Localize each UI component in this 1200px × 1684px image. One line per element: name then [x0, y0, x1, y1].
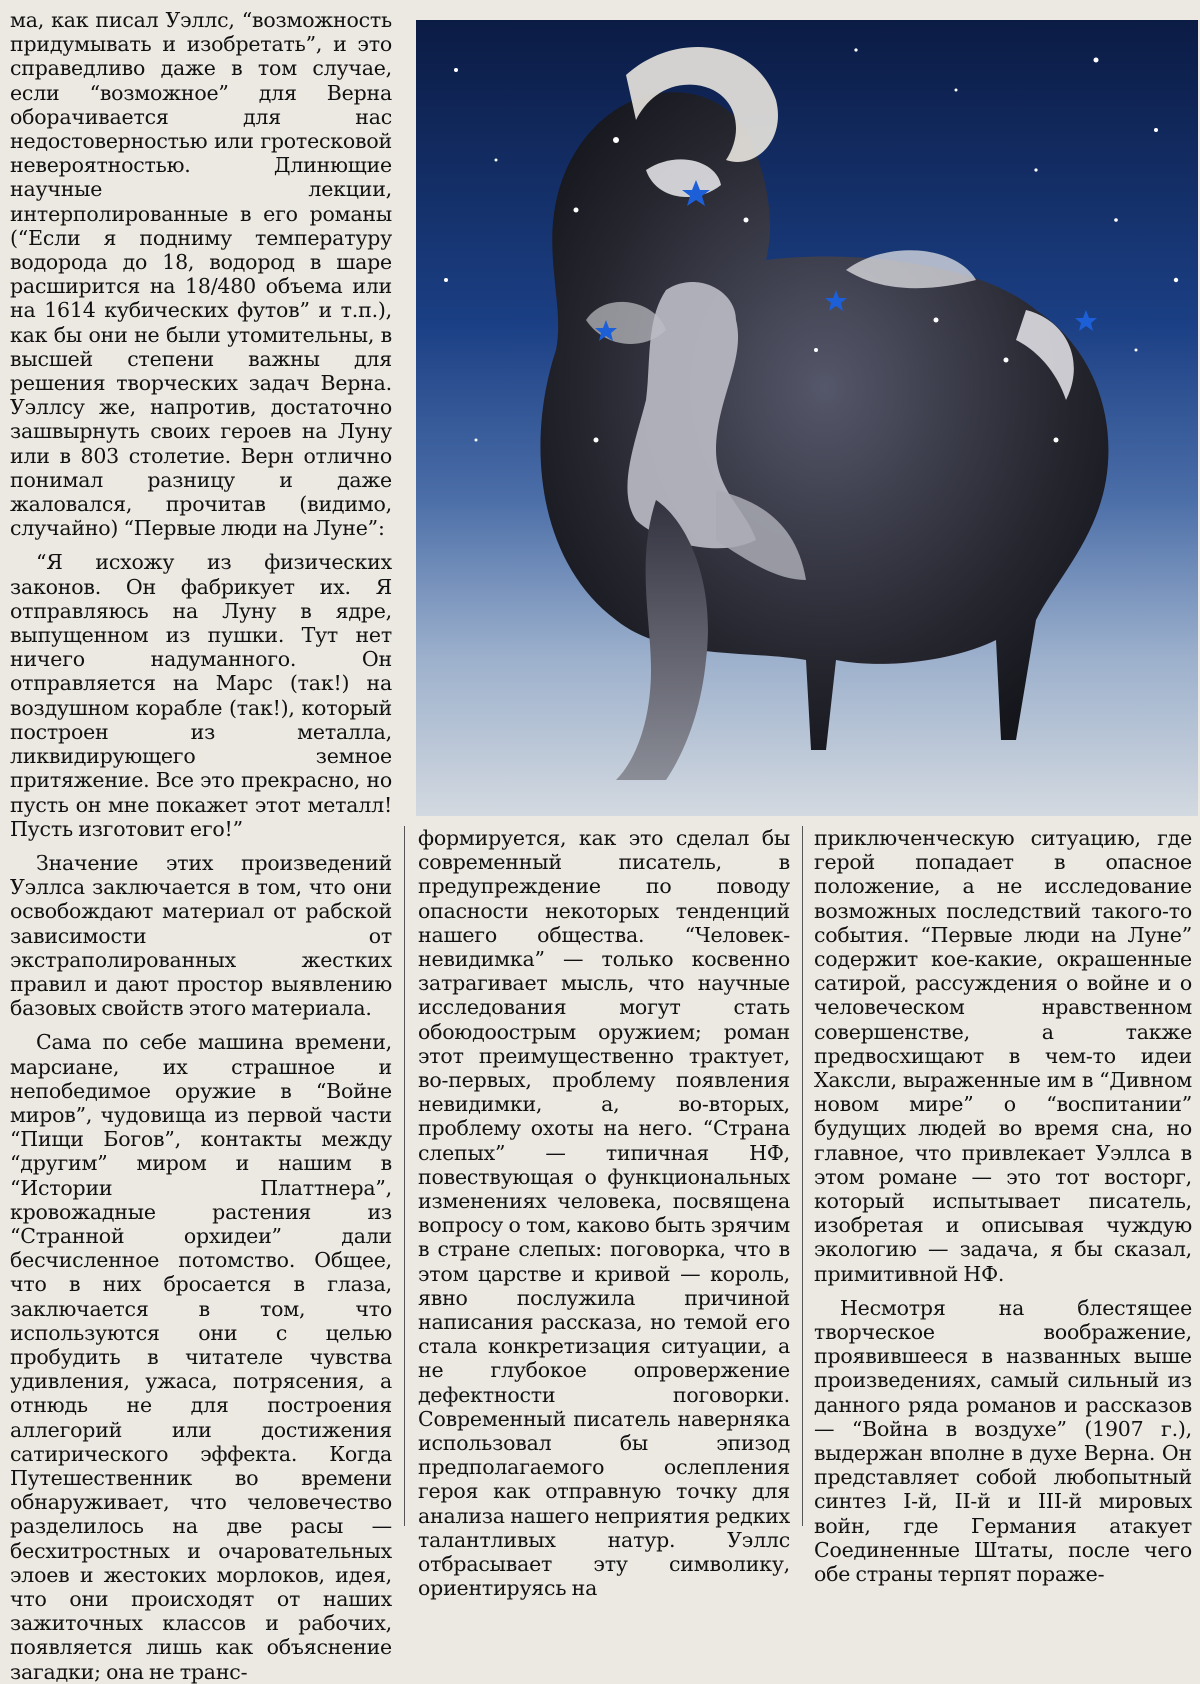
- paragraph: Значение этих произведений Уэллса заключается в том, что они освобождают материал от рабской зависимости от экстраполированных жестких правил и дают простор выявлению базовых свойств этого материала.: [10, 850, 392, 1021]
- paragraph: ма, как писал Уэллс, “возможность придумывать и изобретать”, и это справедливо даже в том случае, если “возможное” для Верна оборачивается для нас недостоверностью или гротесковой невероятностью. Длинющие научные лекции, интерполированные в его романы (“Если я подниму температуру водорода до 18, водород в шаре расширится на 18/480 объема или на 1614 кубических футов” и т.п.), как бы они не были утомительны, в высшей степени важны для решения творческих задач Верна. Уэллсу же, напротив, достаточно зашвырнуть своих героев на Луну или в 803 столетие. Верн отлично понимал разницу и даже жаловался, прочитав (видимо, случайно) “Первые люди на Луне”:: [10, 8, 392, 541]
- quote-paragraph: “Я исхожу из физических законов. Он фабрикует их. Я отправляюсь на Луну в ядре, выпущенном из пушки. Тут нет ничего надуманного. Он отправляется на Марс (так!) на воздушном корабле (так!), который построен из металла, ликвидирующего земное притяжение. Все это прекрасно, но пусть он мне покажет этот металл! Пусть изготовит его!”: [10, 550, 392, 841]
- ram-constellation-icon: [416, 20, 1198, 816]
- article-column-right: [814, 826, 1192, 1587]
- column-divider: [404, 826, 405, 1526]
- paragraph: Несмотря на блестящее творческое воображение, проявившееся в названных выше произведениях, самый сильный из данного ряда романов и рассказов — “Война в воздухе” (1907 г.), выдержан вполне в духе Верна. Он представляет собой любопытный синтез I-й, II-й и III-й мировых войн, где Германия атакует Соединенные Штаты, после чего обе страны терпят пораже-: [814, 1295, 1192, 1587]
- paragraph: приключенческую ситуацию, где герой попадает в опасное положение, а не исследование возможных последствий такого-то события. “Первые люди на Луне” содержит кое-какие, окрашенные сатирой, рассуждения о войне и о человеческом нравственном совершенстве, а также предвосхищают в чем-то идеи Хаксли, выраженные им в “Дивном новом мире” о “воспитании” будущих людей во время сна, но главное, что привлекает Уэллса в этом романе — это тот восторг, который испытывает писатель, изобретая и описывая чуждую экологию — задача, я бы сказал, примитивной НФ.: [814, 826, 1192, 1286]
- ram-body: [540, 47, 1108, 750]
- article-column-left: [10, 8, 392, 1684]
- column-divider: [802, 826, 803, 1526]
- ram-constellation-illustration: [416, 20, 1198, 816]
- paragraph: формируется, как это сделал бы современный писатель, в предупреждение по поводу опасности некоторых тенденций нашего общества. “Человек-невидимка” — только косвенно затрагивает мысль, что научные исследования могут стать обоюдоострым оружием; роман этот преимущественно трактует, во-первых, проблему появления невидимки, а, во-вторых, проблему охоты на него. “Страна слепых” — типичная НФ, повествующая о функциональных изменениях человека, посвящена вопросу о том, каково быть зрячим в стране слепых: поговорка, что в этом царстве и кривой — король, явно послужила причиной написания рассказа, но темой его стала конкретизация ситуации, а не глубокое опровержение дефектности поговорки. Современный писатель наверняка использовал бы эпизод предполагаемого ослепления героя как отправную точку для анализа нашего неприятия редких талантливых натур. Уэллс отбрасывает эту символику, ориентируясь на: [418, 826, 790, 1601]
- article-column-middle: [418, 826, 790, 1601]
- paragraph: Сама по себе машина времени, марсиане, их страшное и непобедимое оружие в “Войне миров”, чудовища из первой части “Пищи Богов”, контакты между “другим” миром и нашим в “Истории Платтнера”, кровожадные растения из “Странной орхидеи” дали бесчисленное потомство. Общее, что в них бросается в глаза, заключается в том, что используются они с целью пробудить в читателе чувства удивления, ужаса, потрясения, а отнюдь не для построения аллегорий или достижения сатирического эффекта. Когда Путешественник во времени обнаруживает, что человечество разделилось на две расы — бесхитростных и очаровательных элоев и жестоких морлоков, идея, что они происходят от наших зажиточных классов и рабочих, появляется лишь как объяснение загадки; она не транс-: [10, 1030, 392, 1684]
